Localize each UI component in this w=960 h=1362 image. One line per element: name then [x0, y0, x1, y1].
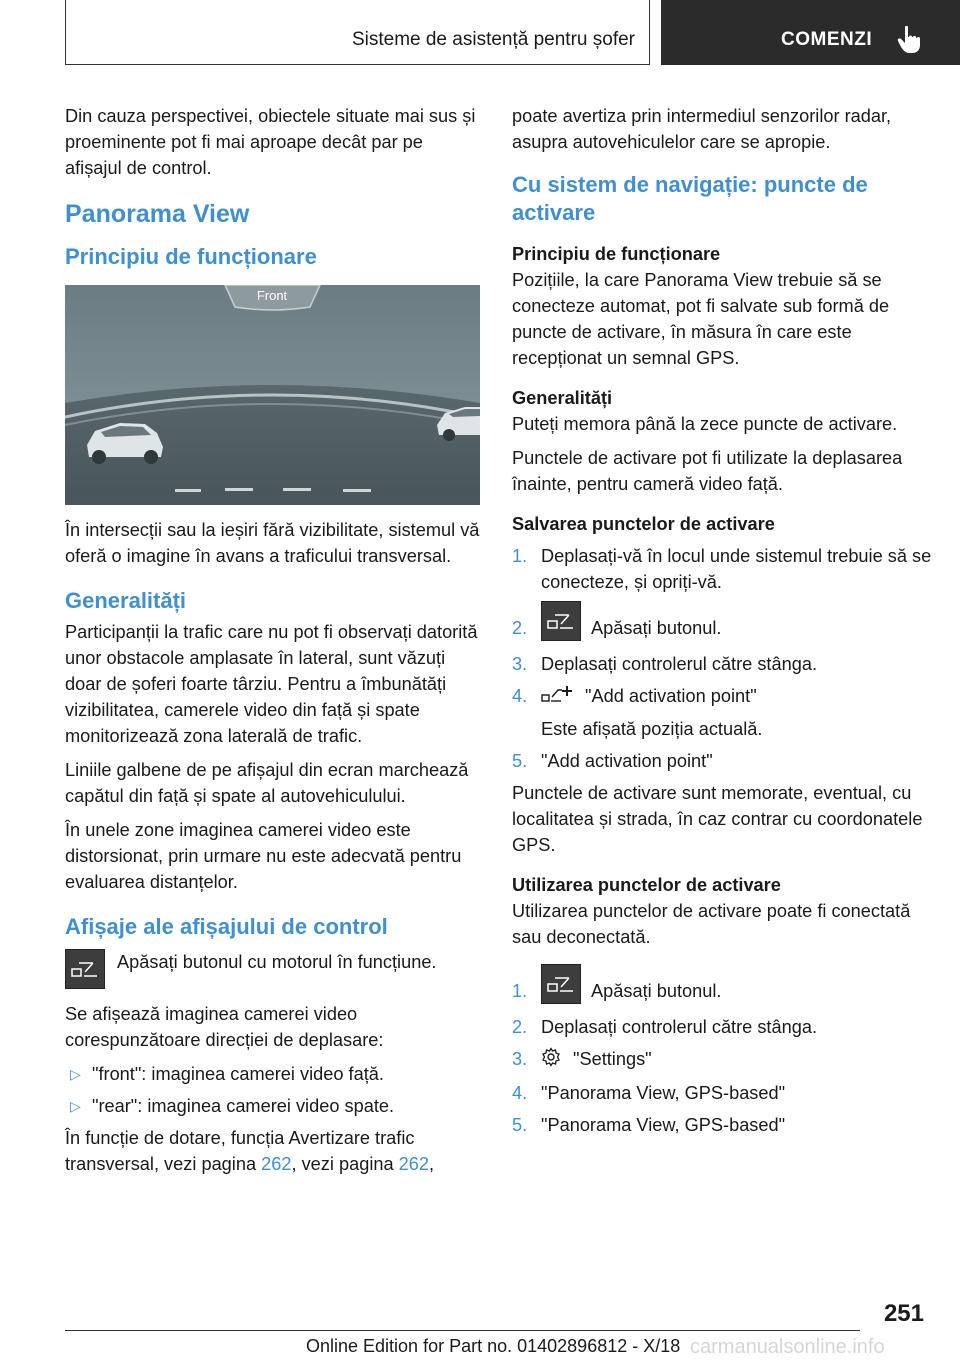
- chapter-tab[interactable]: [661, 0, 960, 65]
- gear-icon[interactable]: [541, 1047, 561, 1074]
- radar-paragraph: poate avertiza prin intermediul senzorilor radar, asupra autovehiculelor care se apropie.: [512, 106, 892, 152]
- list-item: 5. "Add activation point": [512, 751, 713, 772]
- section-title: Sisteme de asistență pentru șofer: [351, 29, 635, 50]
- intro-paragraph: Din cauza perspectivei, obiectele situate mai sus și proeminente pot fi mai aproape decât par pe afișajul de control.: [65, 106, 476, 178]
- list-item-note: Este afișată poziția actuală.: [541, 719, 763, 740]
- panorama-camera-button-icon[interactable]: [541, 601, 581, 641]
- stored-points-paragraph: Punctele de activare sunt memorate, eventual, cu localitatea și strada, în caz contrar cu coordonatele GPS.: [512, 783, 923, 856]
- list-item: 3. "Settings": [512, 1046, 932, 1074]
- list-item: 4. "Panorama View, GPS-based": [512, 1082, 786, 1103]
- figure-front-label: Front: [256, 288, 288, 303]
- press-button-text: Apăsați butonul cu motorul în funcțiune.: [117, 952, 437, 972]
- heading-control-display: Afișaje ale afișajului de control: [65, 914, 388, 939]
- subheading-save-points: Salvarea punctelor de activare: [512, 514, 775, 534]
- right-column: [512, 103, 932, 1144]
- panorama-camera-button-icon[interactable]: [65, 949, 105, 989]
- page-number: 251: [883, 1300, 924, 1327]
- page-link-262-b[interactable]: 262: [398, 1154, 430, 1174]
- edition-footer: Online Edition for Part no. 01402896812 - X/18: [306, 1336, 681, 1356]
- bullet-triangle-icon: ▷: [70, 1066, 81, 1082]
- list-item: 1. Deplasați-vă în locul unde sistemul trebuie să se conecteze, și opriți-vă.: [512, 546, 932, 592]
- positions-paragraph: Pozițiile, la care Panorama View trebuie să se conecteze automat, pot fi salvate sub formă de puncte de activare, în măsura în care este recepționat un semnal GPS.: [512, 270, 890, 368]
- list-item: ▷ "rear": imaginea camerei video spate.: [65, 1093, 480, 1119]
- list-item: 1. Apăsați butonul.: [512, 964, 932, 1008]
- heading-navigation-points: Cu sistem de navigație: puncte de activare: [512, 172, 868, 225]
- panorama-camera-button-icon[interactable]: [541, 964, 581, 1004]
- list-item: ▷ "front": imaginea camerei video față.: [65, 1061, 480, 1087]
- left-column: [65, 103, 480, 1177]
- press-button-instruction: [65, 949, 480, 991]
- footer-divider: [65, 1330, 860, 1331]
- equipment-paragraph: În funcție de dotare, funcția Avertizare trafic transversal, vezi pagina 262, vezi pagina 262,: [65, 1128, 435, 1174]
- participants-paragraph: Participanții la trafic care nu pot fi observați datorită unor obstacole amplasate în lateral, sunt văzuți doar de șoferi foarte târziu. Pentru a îmbunătăți vizibilitatea, camerele video din față și spate monitorizează zona laterală de trafic.: [65, 622, 478, 746]
- camera-shown-paragraph: Se afișează imaginea camerei video corespunzătoare direcției de deplasare:: [65, 1004, 384, 1050]
- bullet-triangle-icon: ▷: [70, 1098, 81, 1114]
- yellow-lines-paragraph: Liniile galbene de pe afișajul din ecran marchează capătul din față și spate al autovehiculului.: [65, 760, 469, 806]
- list-item: 2. Apăsați butonul.: [512, 601, 932, 645]
- use-points-paragraph: Utilizarea punctelor de activare poate fi conectată sau deconectată.: [512, 901, 911, 948]
- panorama-view-illustration: [65, 285, 480, 505]
- subheading-general: Generalități: [512, 388, 613, 408]
- list-item: 5. "Panorama View, GPS-based": [512, 1114, 786, 1135]
- pointing-hand-icon: [897, 25, 923, 60]
- heading-panorama-view: Panorama View: [65, 200, 250, 228]
- watermark: carmanualsonline.info: [690, 1336, 885, 1358]
- heading-principle: Principiu de funcționare: [65, 244, 317, 269]
- intersection-paragraph: În intersecții sau la ieșiri fără vizibilitate, sistemul vă oferă o imagine în avans a traficului transversal.: [65, 520, 480, 566]
- subheading-use-points: Utilizarea punctelor de activare: [512, 875, 781, 896]
- list-item: 4. "Add activation point": [512, 683, 932, 710]
- subheading-principle: Principiu de funcționare: [512, 244, 721, 264]
- ten-points-paragraph: Puteți memora până la zece puncte de activare.: [512, 414, 898, 434]
- chapter-label: COMENZI: [781, 29, 873, 50]
- page-link-262[interactable]: 262: [261, 1154, 292, 1174]
- forward-paragraph: Punctele de activare pot fi utilizate la deplasarea înainte, pentru cameră video față.: [512, 448, 903, 494]
- add-activation-point-icon[interactable]: [541, 684, 573, 710]
- list-item: 2. Deplasați controlerul către stânga.: [512, 1017, 817, 1038]
- distortion-paragraph: În unele zone imaginea camerei video este distorsionat, prin urmare nu este adecvată pentru evaluarea distanțelor.: [65, 820, 462, 892]
- heading-general: Generalități: [65, 588, 187, 613]
- list-item: 3. Deplasați controlerul către stânga.: [512, 654, 817, 674]
- header-section-box: [65, 0, 650, 65]
